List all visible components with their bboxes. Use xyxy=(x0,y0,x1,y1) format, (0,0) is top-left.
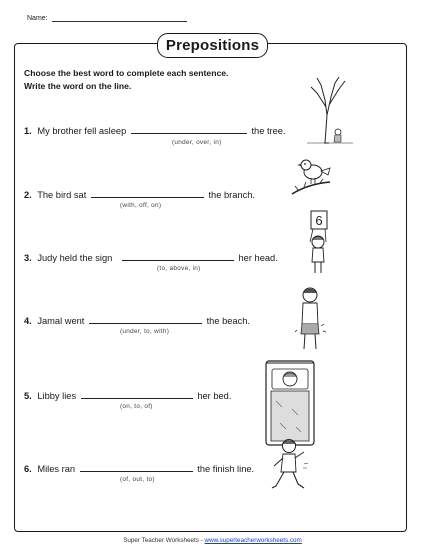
name-label: Name: xyxy=(27,15,48,22)
question-6 xyxy=(24,462,254,474)
sentence-end: the tree. xyxy=(251,126,286,136)
word-options: (under, to, with) xyxy=(120,328,170,335)
sentence-end: the beach. xyxy=(206,316,250,326)
sentence-start: The bird sat xyxy=(37,190,87,200)
footer-link[interactable]: www.superteacherworksheets.com xyxy=(204,537,302,544)
question-number: 3. xyxy=(24,253,32,263)
sentence-end: her head. xyxy=(238,253,278,263)
sentence-start: Miles ran xyxy=(37,464,76,474)
answer-blank[interactable] xyxy=(80,462,193,472)
answer-blank[interactable] xyxy=(89,314,202,324)
question-number: 1. xyxy=(24,126,32,136)
word-options: (to, above, in) xyxy=(157,265,201,272)
word-options: (under, over, in) xyxy=(172,139,222,146)
worksheet-title: Prepositions xyxy=(157,33,268,58)
question-number: 4. xyxy=(24,316,32,326)
question-5 xyxy=(24,389,231,401)
question-3 xyxy=(24,251,278,263)
sentence-end: the branch. xyxy=(208,190,255,200)
question-number: 2. xyxy=(24,190,32,200)
footer xyxy=(0,537,425,544)
instruction-line-1: Choose the best word to complete each sentence. xyxy=(24,68,229,78)
question-1 xyxy=(24,124,286,136)
instruction-line-2: Write the word on the line. xyxy=(24,81,132,91)
word-options: (with, off, on) xyxy=(120,202,162,209)
bird-on-branch-icon xyxy=(290,154,335,200)
word-options: (on, to, of) xyxy=(120,403,153,410)
sentence-end: the finish line. xyxy=(197,464,255,474)
question-4 xyxy=(24,314,250,326)
word-options: (of, out, to) xyxy=(120,476,155,483)
answer-blank[interactable] xyxy=(81,389,193,399)
question-2 xyxy=(24,188,255,200)
boy-at-beach-icon xyxy=(293,286,329,352)
girl-in-bed-icon xyxy=(262,357,318,447)
sentence-start: Judy held the sign xyxy=(37,253,113,263)
girl-with-sign-icon xyxy=(298,210,338,276)
sentence-start: My brother fell asleep xyxy=(37,126,127,136)
sentence-end: her bed. xyxy=(197,391,232,401)
sentence-start: Jamal went xyxy=(37,316,85,326)
running-boy-icon xyxy=(268,438,310,496)
instructions xyxy=(24,67,228,93)
sentence-start: Libby lies xyxy=(37,391,77,401)
question-number: 5. xyxy=(24,391,32,401)
name-line[interactable] xyxy=(52,14,187,22)
sign-text: 6 xyxy=(315,213,323,228)
tree-and-boy-icon xyxy=(305,75,355,145)
question-number: 6. xyxy=(24,464,32,474)
answer-blank[interactable] xyxy=(122,251,234,261)
answer-blank[interactable] xyxy=(131,124,247,134)
name-field-row xyxy=(27,14,187,22)
answer-blank[interactable] xyxy=(91,188,204,198)
footer-text: Super Teacher Worksheets - xyxy=(123,537,205,544)
